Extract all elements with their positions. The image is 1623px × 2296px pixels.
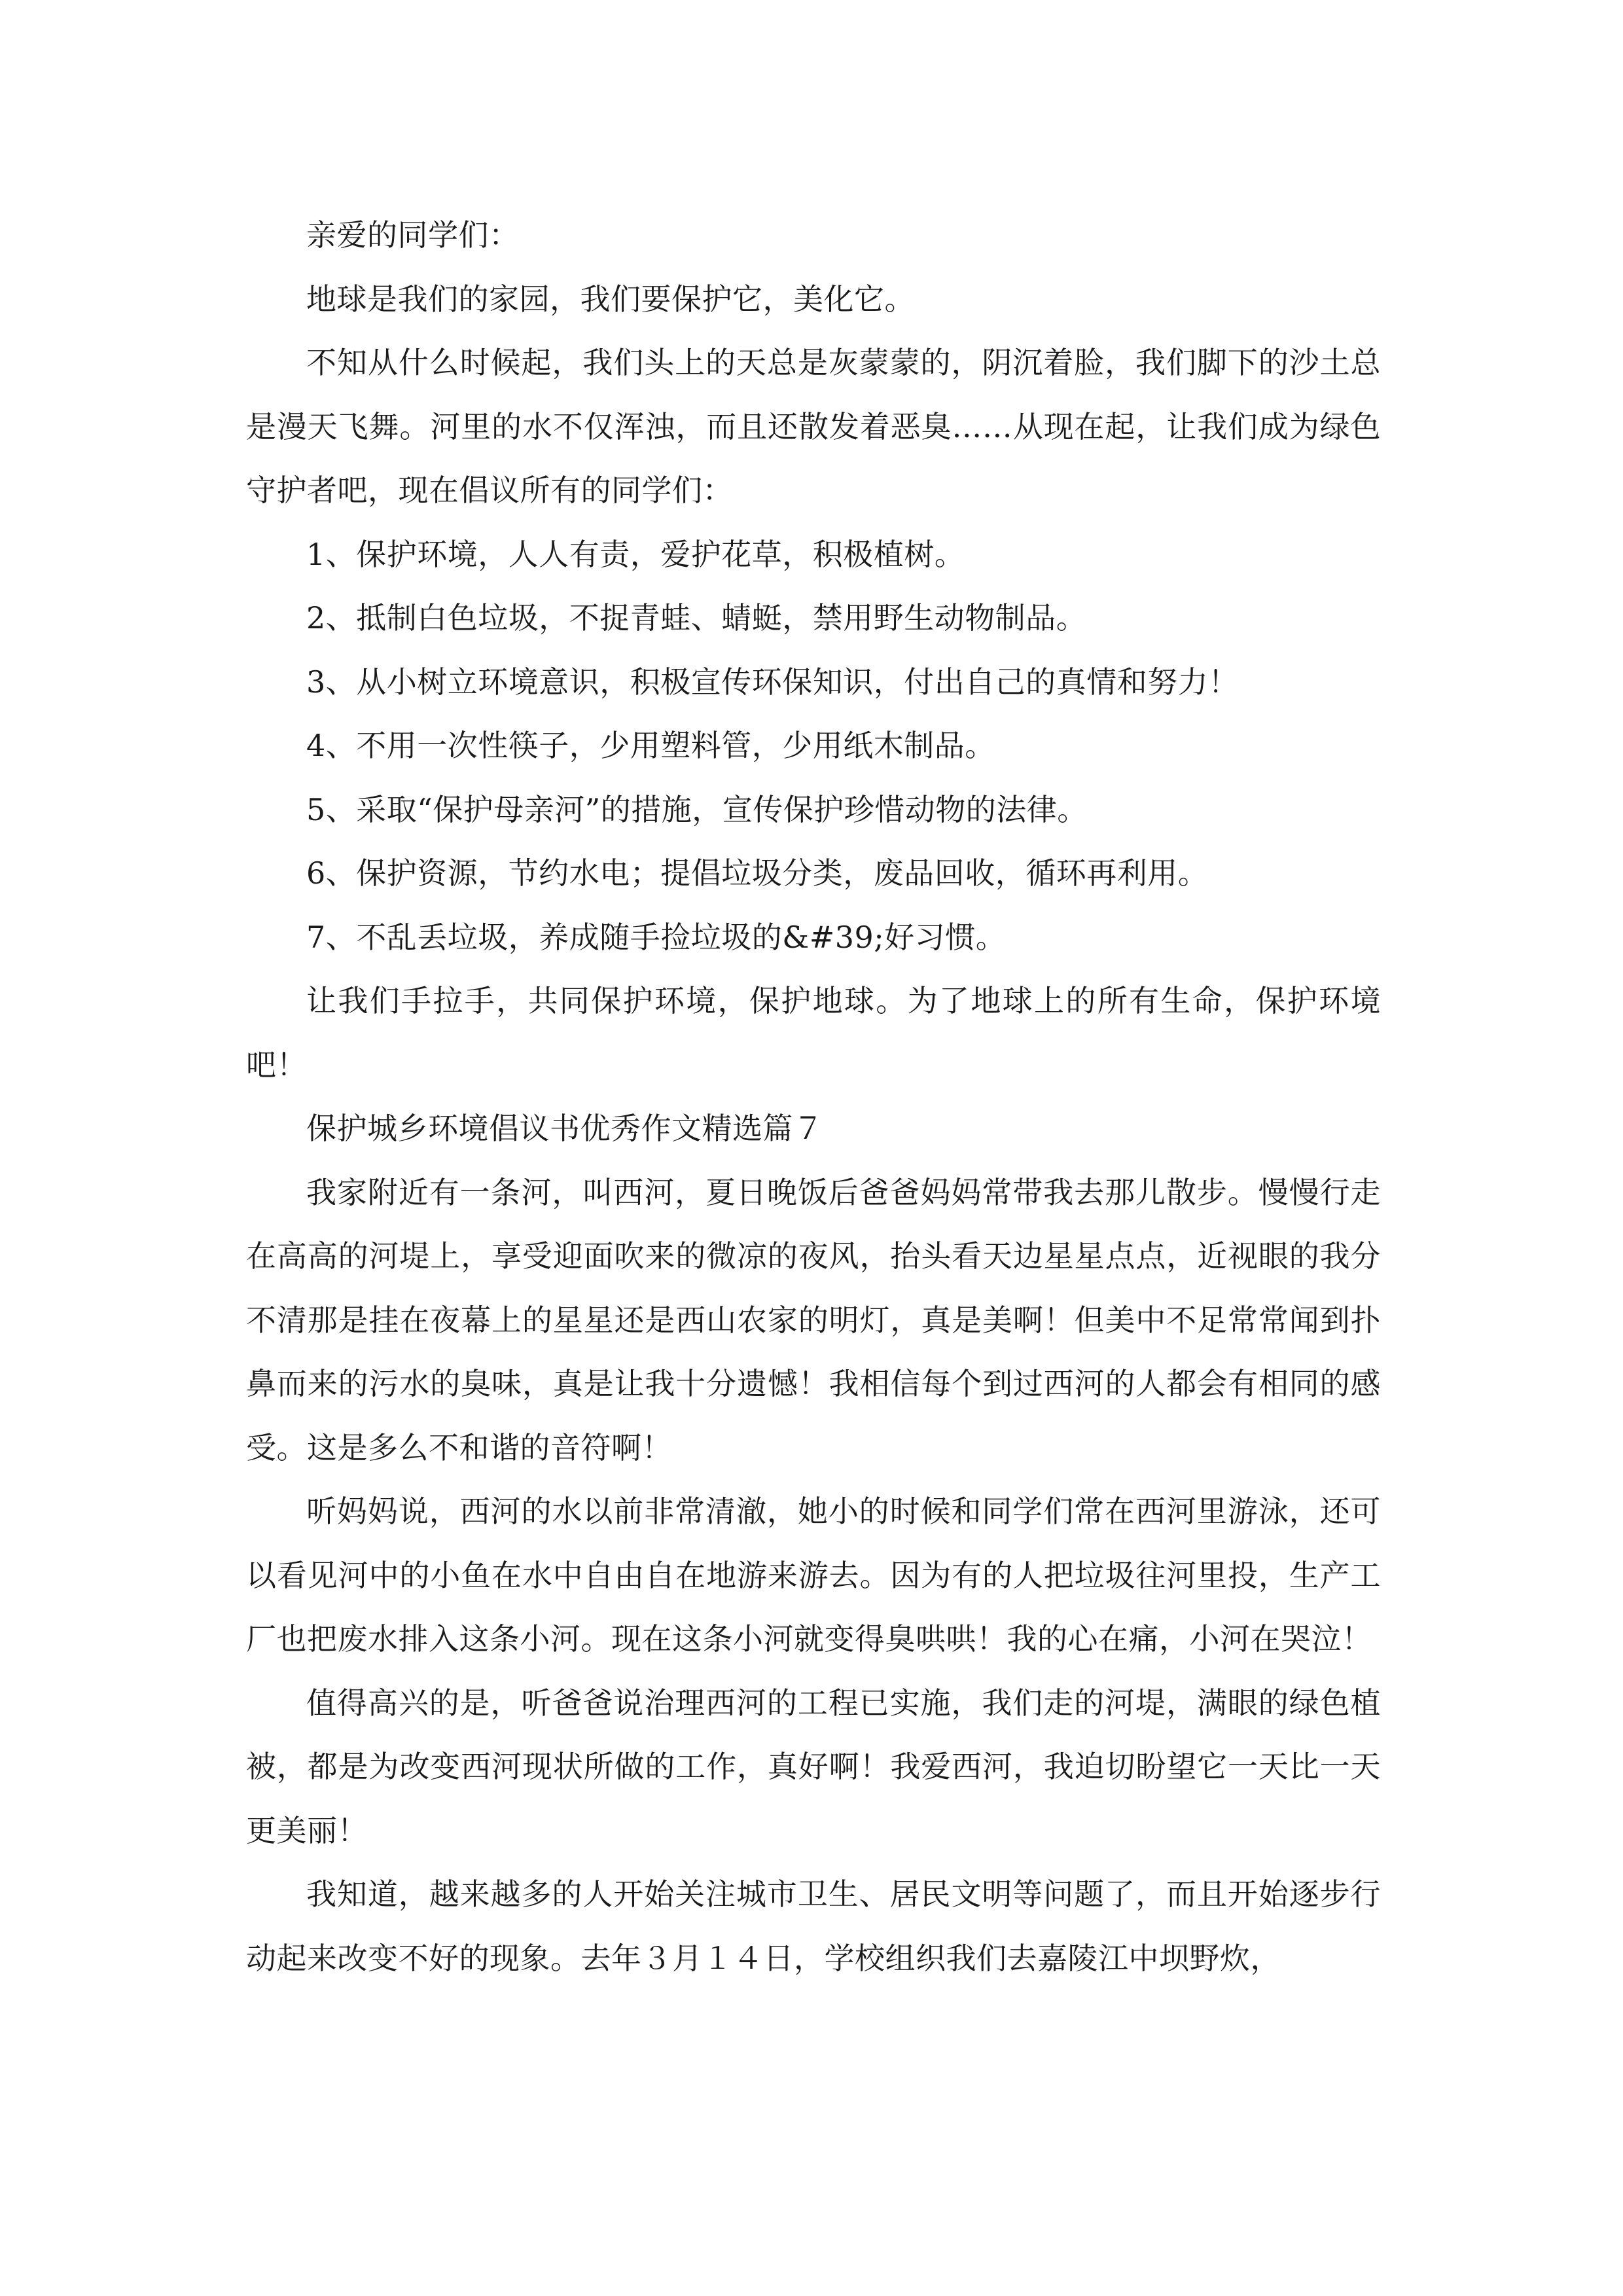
document-body [246, 204, 1381, 1990]
list-item: 1、保护环境，人人有责，爱护花草，积极植树。 [306, 536, 965, 572]
paragraph: 地球是我们的家园，我们要保护它，美化它。 [306, 281, 915, 317]
list-item: 4、不用一次性筷子，少用塑料管，少用纸木制品。 [306, 728, 995, 763]
section-title: 保护城乡环境倡议书优秀作文精选篇７ [306, 1111, 824, 1146]
paragraph: 我家附近有一条河，叫西河，夏日晚饭后爸爸妈妈常带我去那儿散步。慢慢行走在高高的河堤上，享受迎面吹来的微凉的夜风，抬头看天边星星点点，近视眼的我分不清那是挂在夜幕上的星星还是西山农家的明灯，真是美啊！但美中不足常常闻到扑鼻而来的污水的臭味，真是让我十分遗憾！我相信每个到过西河的人都会有相同的感受。这是多么不和谐的音符啊！ [246, 1174, 1381, 1465]
paragraph: 我知道，越来越多的人开始关注城市卫生、居民文明等问题了，而且开始逐步行动起来改变不好的现象。去年３月１４日，学校组织我们去嘉陵江中坝野炊， [246, 1876, 1381, 1976]
paragraph: 值得高兴的是，听爸爸说治理西河的工程已实施，我们走的河堤，满眼的绿色植被，都是为改变西河现状所做的工作，真好啊！我爱西河，我迫切盼望它一天比一天更美丽！ [246, 1685, 1381, 1848]
paragraph: 听妈妈说，西河的水以前非常清澈，她小的时候和同学们常在西河里游泳，还可以看见河中的小鱼在水中自由自在地游来游去。因为有的人把垃圾往河里投，生产工厂也把废水排入这条小河。现在这条小河就变得臭哄哄！我的心在痛，小河在哭泣！ [246, 1494, 1381, 1657]
list-item: 7、不乱丢垃圾，养成随手捡垃圾的&#39;好习惯。 [306, 919, 1007, 955]
list-item: 3、从小树立环境意识，积极宣传环保知识，付出自己的真情和努力！ [306, 664, 1239, 700]
list-item: 6、保护资源，节约水电；提倡垃圾分类，废品回收，循环再利用。 [306, 855, 1209, 891]
list-item: 5、采取“保护母亲河”的措施，宣传保护珍惜动物的法律。 [306, 791, 1088, 827]
paragraph: 不知从什么时候起，我们头上的天总是灰蒙蒙的，阴沉着脸，我们脚下的沙土总是漫天飞舞。河里的水不仅浑浊，而且还散发着恶臭……从现在起，让我们成为绿色守护者吧，现在倡议所有的同学们： [246, 345, 1381, 508]
paragraph: 让我们手拉手，共同保护环境，保护地球。为了地球上的所有生命，保护环境吧！ [246, 983, 1381, 1083]
salutation: 亲爱的同学们： [306, 217, 520, 253]
list-item: 2、抵制白色垃圾，不捉青蛙、蜻蜓，禁用野生动物制品。 [306, 600, 1087, 636]
